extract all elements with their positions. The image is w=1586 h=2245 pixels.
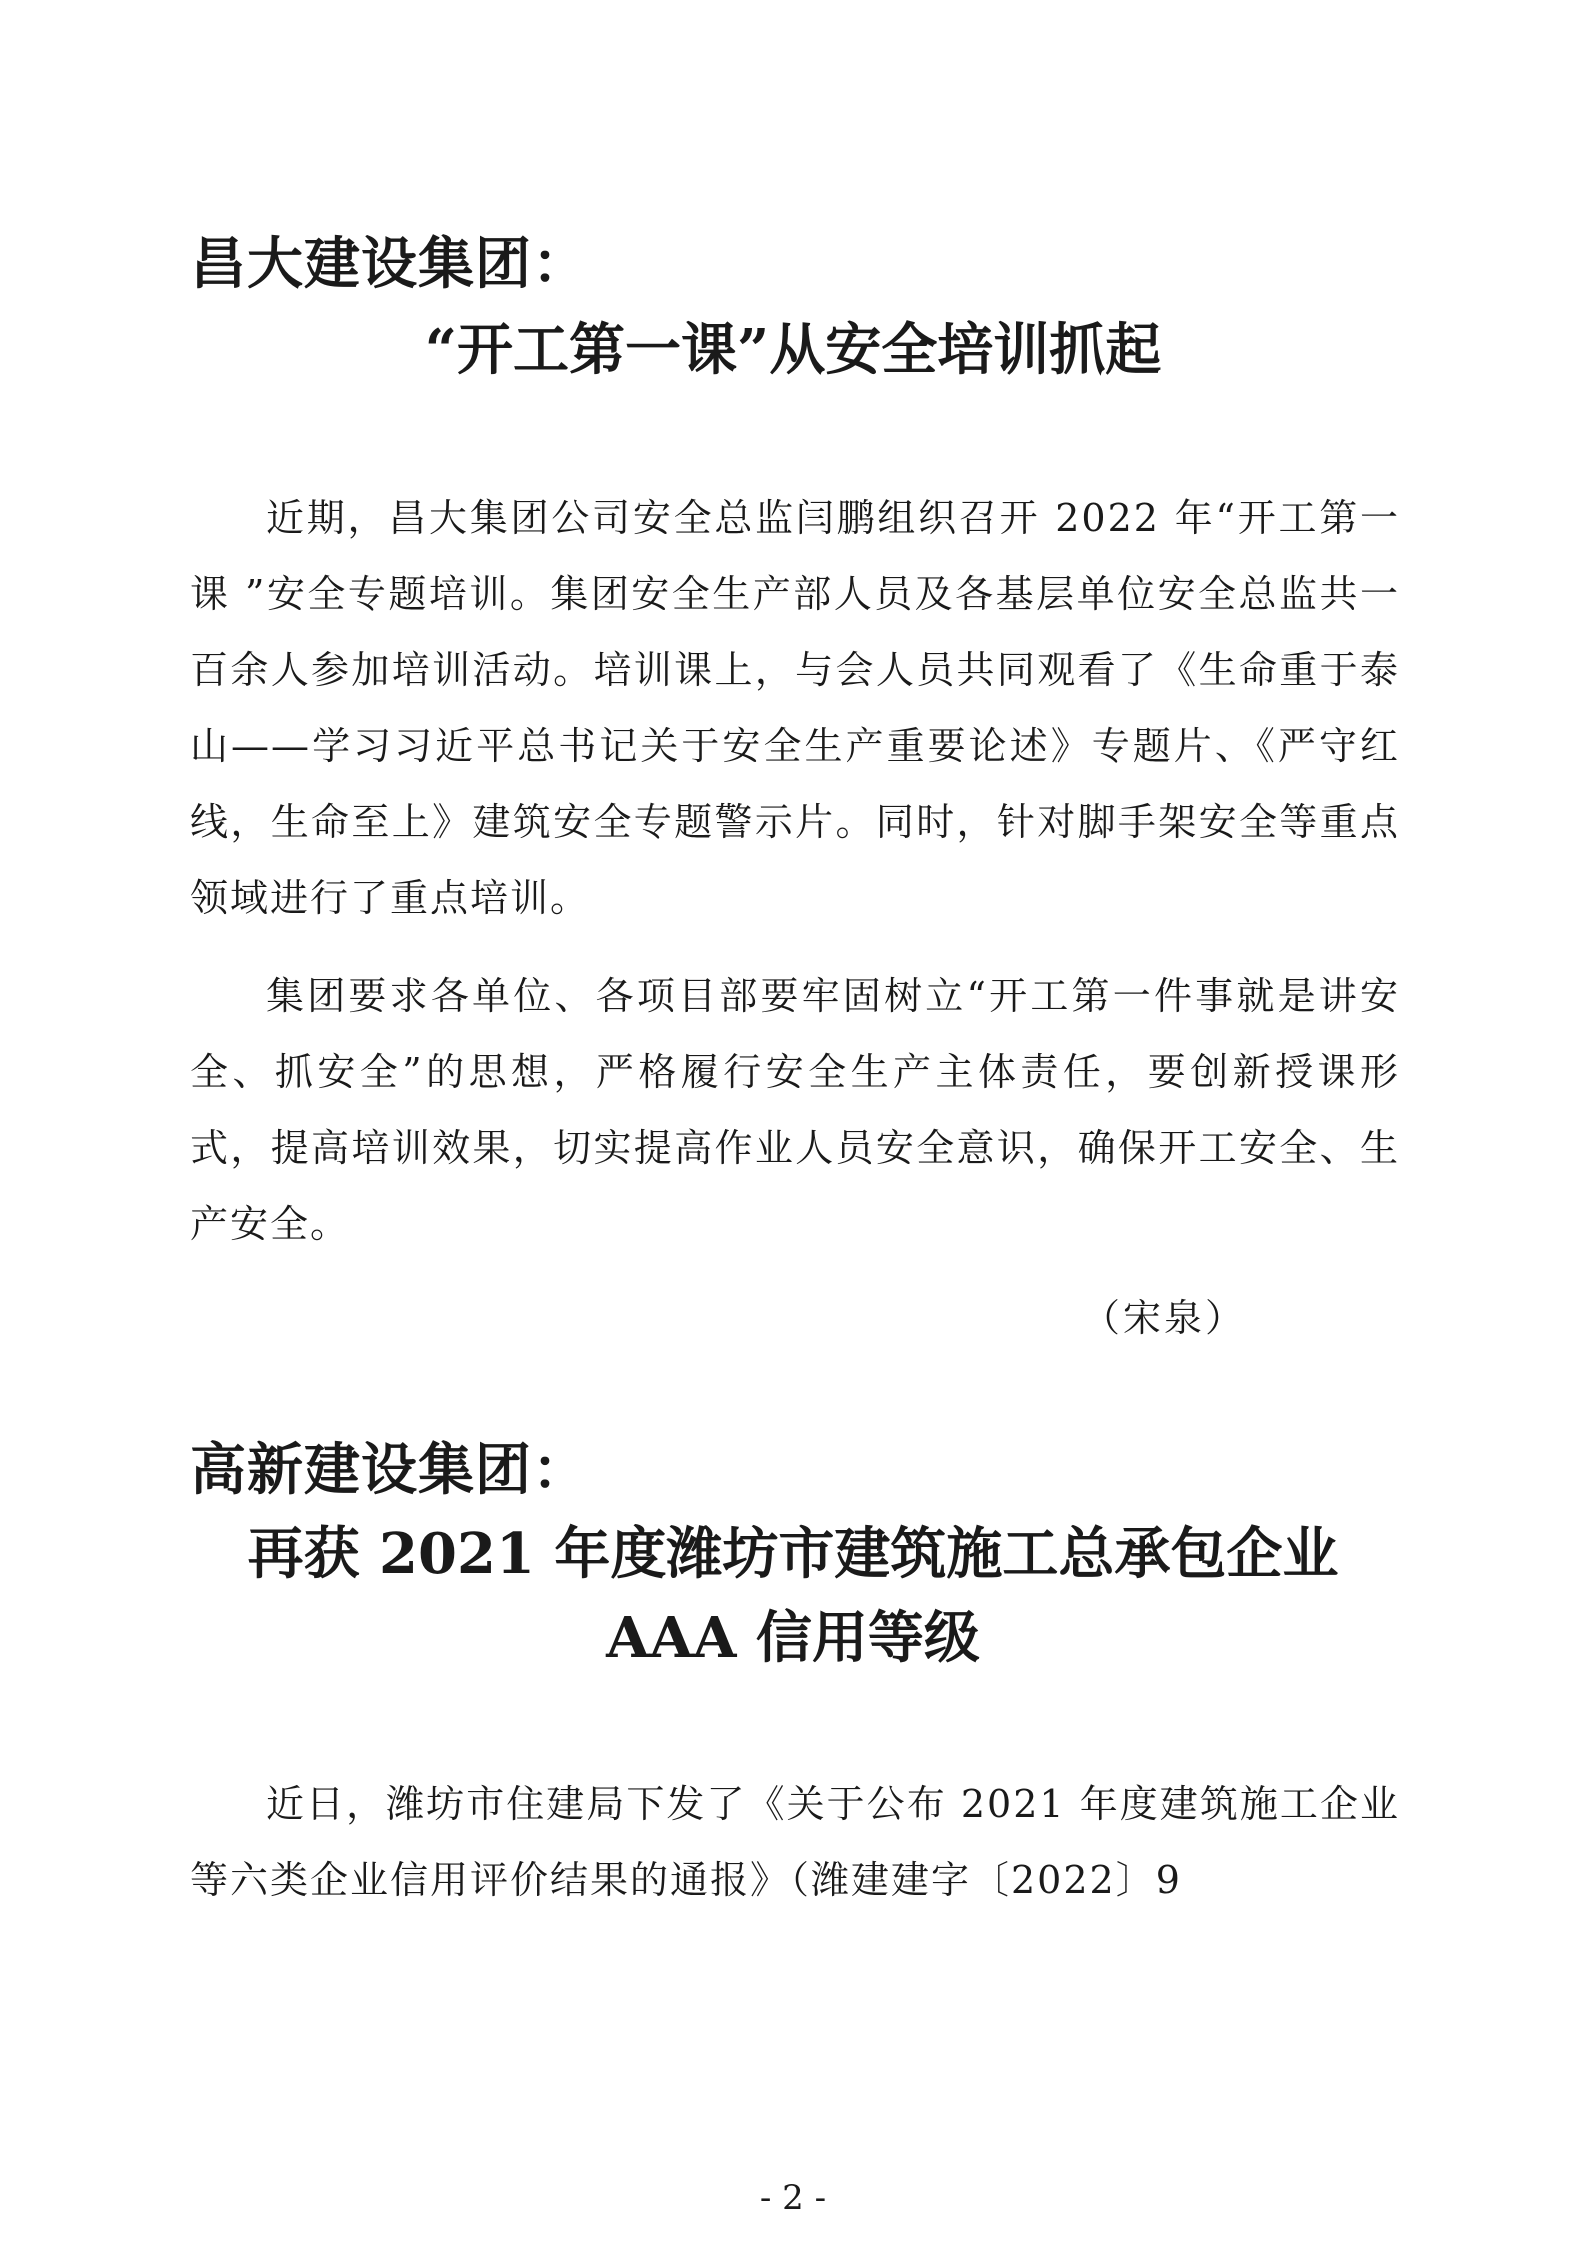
page-number: - 2 - (759, 2178, 827, 2218)
article1-byline: （宋泉） (1081, 1296, 1246, 1340)
article1-paragraph-2: 集团要求各单位、各项目部要牢固树立“开工第一件事就是讲安全、抓安全”的思想，严格履行安全生产主体责任，要创新授课形式，提高培训效果，切实提高作业人员安全意识，确保开工安全、生产安全。 (190, 974, 1400, 1246)
article2-org: 高新建设集团： (190, 1437, 589, 1503)
article1-headline: “开工第一课”从安全培训抓起 (424, 317, 1162, 383)
article1-org: 昌大建设集团： (190, 231, 589, 297)
article2-headline-line2: AAA 信用等级 (606, 1605, 980, 1671)
article2-paragraph-1: 近日，潍坊市住建局下发了《关于公布 2021 年度建筑施工企业等六类企业信用评价结果的通报》（潍建建字〔2022〕9 (190, 1782, 1400, 1902)
article1-paragraph-1: 近期，昌大集团公司安全总监闫鹏组织召开 2022 年“开工第一课 ”安全专题培训。集团安全生产部人员及各基层单位安全总监共一百余人参加培训活动。培训课上，与会人员共同观看了《生命重于泰山——学习习近平总书记关于安全生产重要论述》专题片、《严守红线，生命至上》建筑安全专题警示片。同时，针对脚手架安全等重点领域进行了重点培训。 (190, 496, 1400, 920)
article2-headline-line1: 再获 2021 年度潍坊市建筑施工总承包企业 (247, 1521, 1339, 1587)
